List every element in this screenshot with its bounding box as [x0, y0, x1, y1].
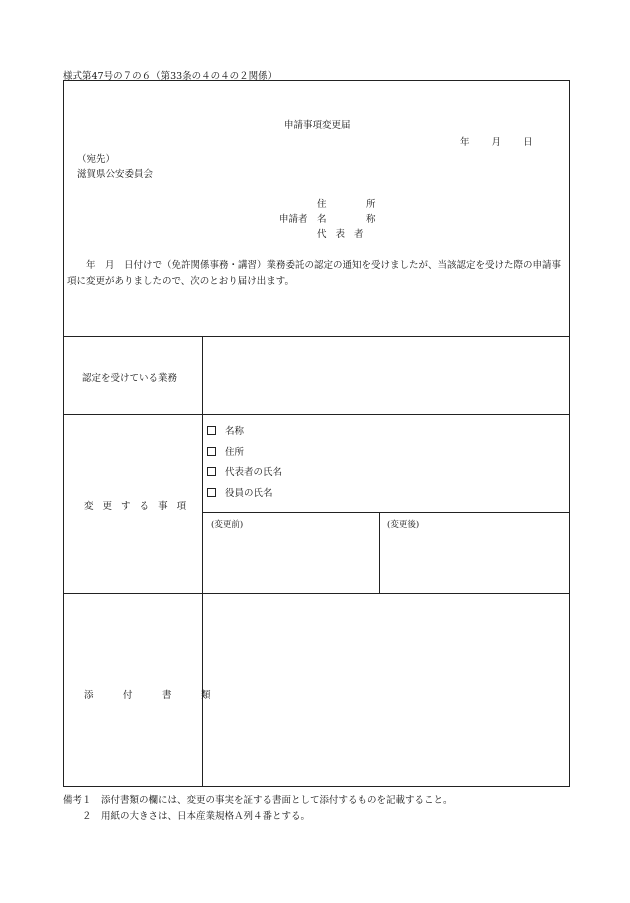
checkbox-name[interactable]	[207, 426, 216, 435]
note-1: 備考１ 添付書類の欄には、変更の事実を証する書面として添付するものを記載すること。	[63, 795, 453, 806]
change-option-address-label: 住所	[225, 447, 245, 458]
checkbox-officers[interactable]	[207, 488, 216, 497]
date-month: 月	[491, 137, 502, 148]
document-title: 申請事項変更届	[284, 120, 351, 131]
form-frame	[63, 80, 570, 787]
applicant-name-label: 名 称	[317, 214, 391, 225]
change-option-name	[207, 423, 244, 437]
change-option-representative-label: 代表者の氏名	[225, 467, 283, 478]
after-label: (変更後)	[387, 520, 420, 530]
checkbox-representative[interactable]	[207, 467, 216, 476]
attachments-label: 添 付 書 類	[84, 690, 221, 701]
change-option-address	[207, 444, 244, 458]
form-number: 様式第47号の７の６（第33条の４の４の２関係）	[63, 71, 278, 82]
change-option-officers-label: 役員の氏名	[225, 488, 273, 499]
applicant-address-label: 住 所	[317, 199, 391, 210]
notice-text: 年 月 日付けで（免許関係事務・講習）業務委託の認定の通知を受けましたが、当該認定を受けた際の申請事項に変更がありましたので、次のとおり届け出ます。	[67, 260, 562, 287]
addressee: 滋賀県公安委員会	[77, 169, 154, 180]
date-year: 年	[460, 137, 470, 148]
checkbox-address[interactable]	[207, 447, 216, 456]
applicant-representative-label: 代 表 者	[317, 229, 367, 240]
applicant-label: 申請者	[279, 214, 308, 225]
divider-before-after-column	[379, 512, 380, 593]
divider-attachments-row	[63, 593, 570, 594]
addressee-prefix: （宛先）	[77, 154, 116, 165]
change-option-officers	[207, 485, 273, 499]
divider-label-column	[202, 336, 203, 787]
certified-business-label: 認定を受けている業務	[82, 373, 178, 384]
change-option-name-label: 名称	[225, 426, 245, 437]
before-label: (変更前)	[211, 520, 244, 530]
date-day: 日	[523, 137, 533, 148]
divider-top-section	[63, 336, 570, 337]
divider-before-after	[203, 512, 570, 513]
date-line	[460, 134, 533, 148]
note-2: ２ 用紙の大きさは、日本産業規格Ａ列４番とする。	[63, 811, 311, 822]
divider-business-row	[63, 414, 570, 415]
change-option-representative	[207, 464, 282, 478]
change-items-label: 変 更 す る 事 項	[84, 501, 190, 512]
